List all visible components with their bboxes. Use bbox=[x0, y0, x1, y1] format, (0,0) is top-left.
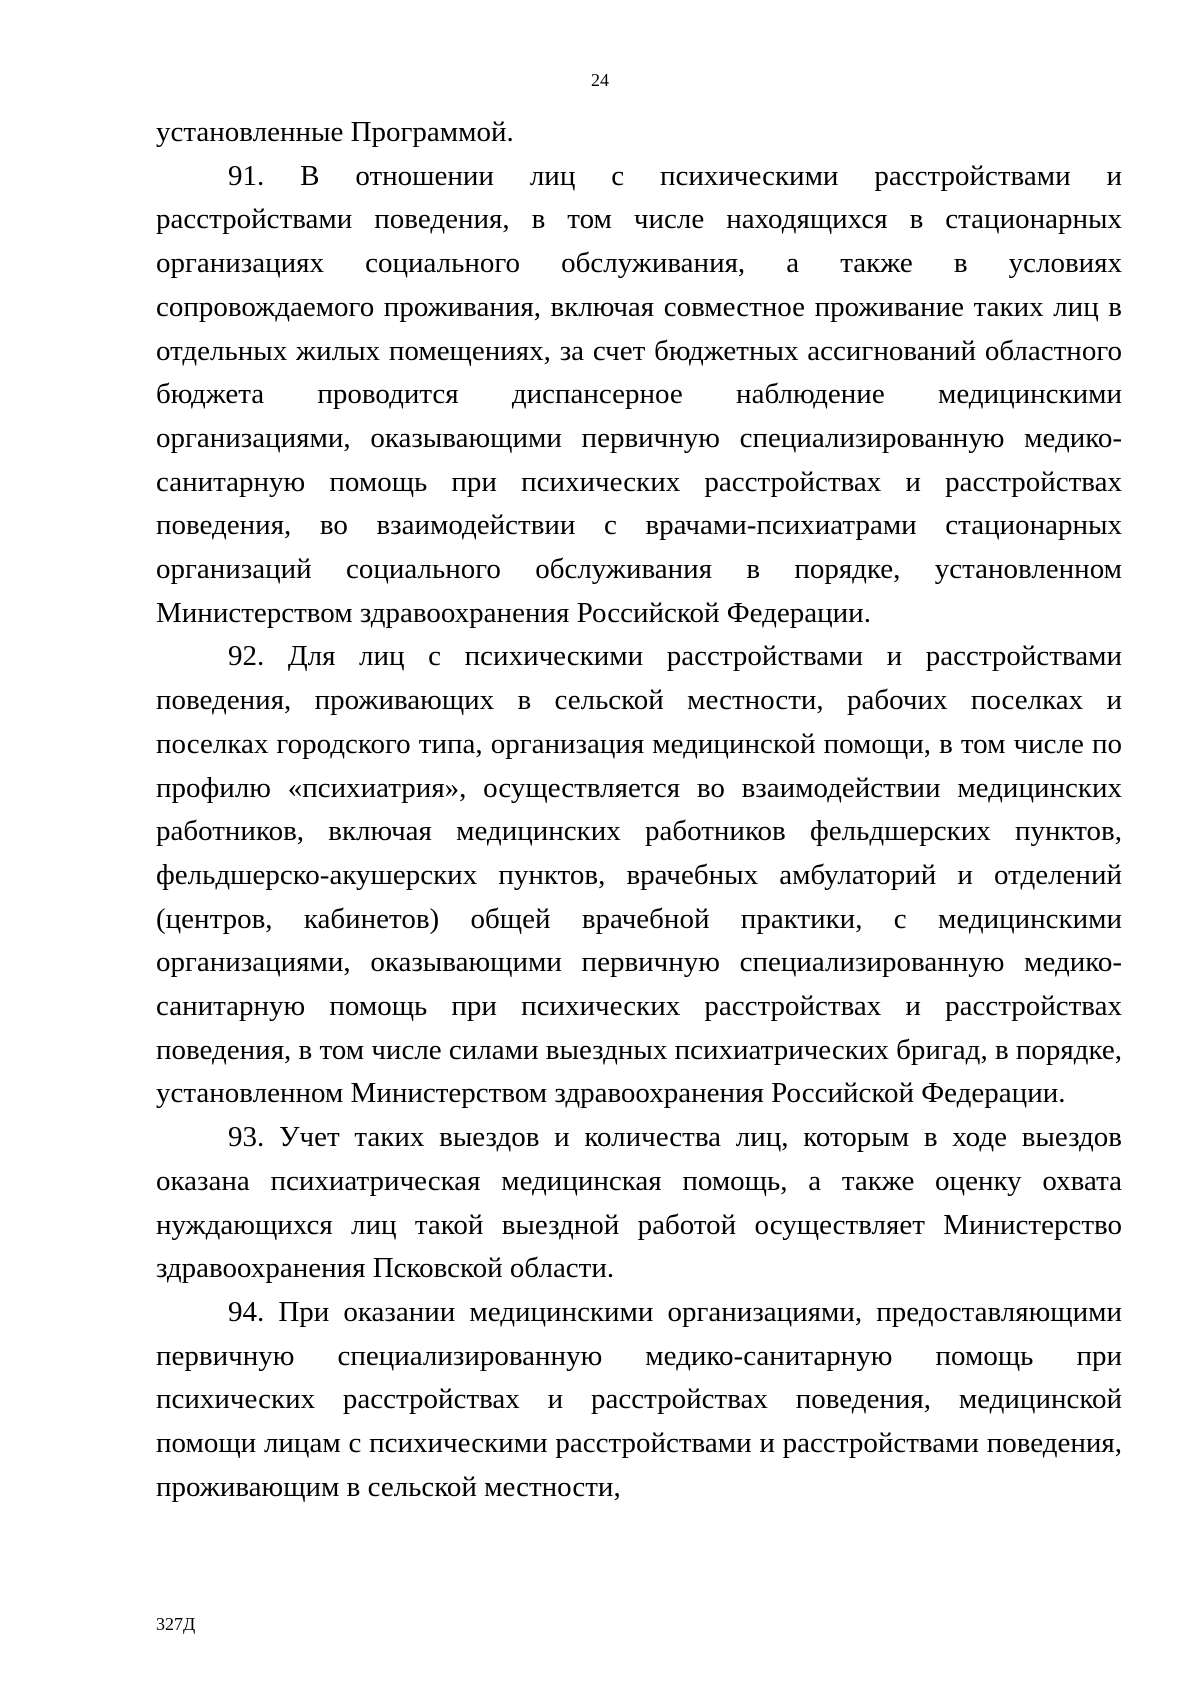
document-code: 327Д bbox=[156, 1614, 196, 1634]
paragraph-91: 91. В отношении лиц с психическими расстройствами и расстройствами поведения, в том числе находящихся в стационарных организациях социального обслуживания, а также в условиях сопровождаемого проживания, включая совместное проживание таких лиц в отдельных жилых помещениях, за счет бюджетных ассигнований областного бюджета проводится диспансерное наблюдение медицинскими организациями, оказывающими первичную специализированную медико-санитарную помощь при психических расстройствах и расстройствах поведения, во взаимодействии с врачами-психиатрами стационарных организаций социального обслуживания в порядке, установленном Министерством здравоохранения Российской Федерации. bbox=[156, 159, 1122, 629]
paragraph-continuation: установленные Программой. bbox=[156, 116, 514, 148]
page-number: 24 bbox=[591, 70, 609, 90]
paragraph-93: 93. Учет таких выездов и количества лиц, которым в ходе выездов оказана психиатрическая медицинская помощь, а также оценку охвата нуждающихся лиц такой выездной работой осуществляет Министерство здравоохранения Псковской области. bbox=[156, 1121, 1122, 1285]
document-body bbox=[156, 111, 1122, 1510]
paragraph-94: 94. При оказании медицинскими организациями, предоставляющими первичную специализированную медико-санитарную помощь при психических расстройствах и расстройствах поведения, медицинской помощи лицам с психическими расстройствами и расстройствами поведения, проживающим в сельской местности, bbox=[156, 1295, 1122, 1503]
paragraph-92: 92. Для лиц с психическими расстройствами и расстройствами поведения, проживающих в сельской местности, рабочих поселках и поселках городского типа, организация медицинской помощи, в том числе по профилю «психиатрия», осуществляется во взаимодействии медицинских работников, включая медицинских работников фельдшерских пунктов, фельдшерско-акушерских пунктов, врачебных амбулаторий и отделений (центров, кабинетов) общей врачебной практики, с медицинскими организациями, оказывающими первичную специализированную медико-санитарную помощь при психических расстройствах и расстройствах поведения, в том числе силами выездных психиатрических бригад, в порядке, установленном Министерством здравоохранения Российской Федерации. bbox=[156, 640, 1122, 1110]
